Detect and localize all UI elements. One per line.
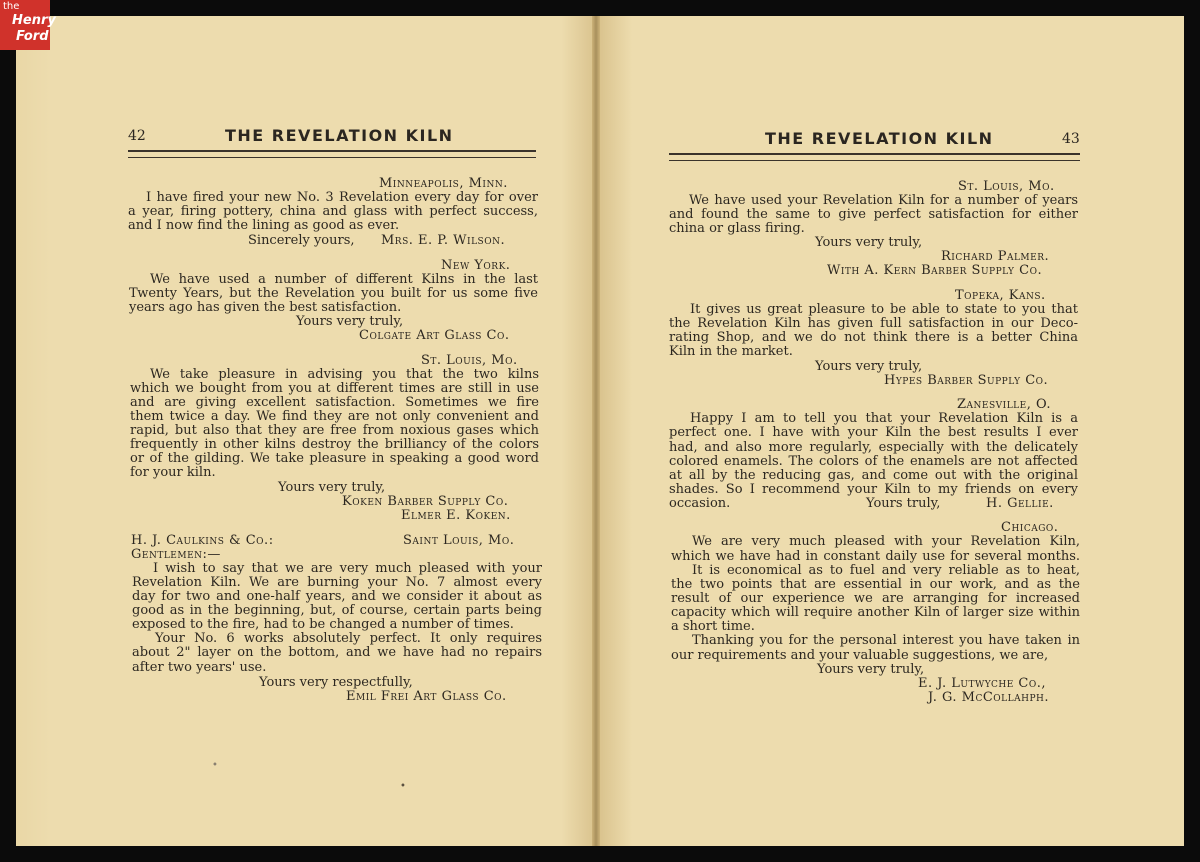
r1-signer-company: With A. Kern Barber Supply Co. <box>827 263 1043 278</box>
l3-line: or of the gilding. We take pleasure in speaking a good word <box>130 451 539 466</box>
r4-signer-name: J. G. McCollahph. <box>928 690 1050 705</box>
r2-line: Kiln in the market. <box>669 344 793 359</box>
r3-signer: H. Gellie. <box>986 496 1054 511</box>
book-spine <box>592 16 600 846</box>
r2-line: It gives us great pleasure to be able to state to you that <box>690 302 1078 317</box>
r2-signer: Hypes Barber Supply Co. <box>884 373 1049 388</box>
l2-closing: Yours very truly, <box>296 314 404 329</box>
running-head-right: THE REVELATION KILN <box>765 129 994 148</box>
l3-line: for your kiln. <box>130 465 216 480</box>
page-speck: • <box>400 781 406 792</box>
l1-signer: Mrs. E. P. Wilson. <box>381 233 506 248</box>
l4-salutation: Gentlemen:— <box>131 547 221 562</box>
page-speck: • <box>212 760 218 771</box>
l3-line: and are giving excellent satisfaction. Sometimes we fire <box>130 395 539 410</box>
l4-closing: Yours very respectfully, <box>259 675 413 690</box>
l1-line: and I now find the lining as good as ever. <box>128 218 400 233</box>
l4-line: Revelation Kiln. We are burning your No. 7 almost every <box>132 575 542 590</box>
r4-signer-company: E. J. Lutwyche Co., <box>918 676 1047 691</box>
r1-signer-name: Richard Palmer. <box>941 249 1050 264</box>
logo-henry: Henry <box>12 13 56 28</box>
l1-place: Minneapolis, Minn. <box>379 176 508 191</box>
l2-line: Twenty Years, but the Revelation you built for us some five <box>129 286 538 301</box>
r1-place: St. Louis, Mo. <box>958 179 1055 194</box>
l4-line: I wish to say that we are very much pleased with your <box>153 561 542 576</box>
r4-line: It is economical as to fuel and very reliable as to heat, <box>692 563 1080 578</box>
l3-line: them twice a day. We find they are not only convenient and <box>130 409 539 424</box>
r2-closing: Yours very truly, <box>815 359 923 374</box>
r3-line: perfect one. I have with your Kiln the best results I ever <box>669 425 1078 440</box>
r1-line: china or glass firing. <box>669 221 805 236</box>
r1-line: We have used your Revelation Kiln for a number of years <box>689 193 1078 208</box>
l4-line: after two years' use. <box>132 660 267 675</box>
r3-line: at all by the reducing gas, and come out with the original <box>669 468 1078 483</box>
l4-line: day for two and one-half years, and we consider it about as <box>132 589 542 604</box>
r4-line: We are very much pleased with your Revelation Kiln, <box>692 534 1080 549</box>
l4-line: Your No. 6 works absolutely perfect. It only requires <box>155 631 542 646</box>
l2-line: We have used a number of different Kilns in the last <box>150 272 538 287</box>
r4-line: our requirements and your valuable suggestions, we are, <box>671 648 1049 663</box>
r3-last-line: occasion. <box>669 496 731 511</box>
r4-place: Chicago. <box>1001 520 1059 535</box>
l3-line: which we bought from you at different times are still in use <box>130 381 539 396</box>
r4-line: the two points that are essential in our work, and as the <box>671 577 1080 592</box>
l3-line: frequently in other kilns destroy the brilliancy of the colors <box>130 437 539 452</box>
r4-line: a short time. <box>671 619 755 634</box>
l3-closing: Yours very truly, <box>278 480 386 495</box>
l1-line: a year, firing pottery, china and glass with perfect success, <box>128 204 538 219</box>
l1-closing: Sincerely yours, <box>248 233 355 248</box>
r1-line: and found the same to give perfect satisfaction for either <box>669 207 1078 222</box>
l2-line: years ago has given the best satisfaction. <box>129 300 402 315</box>
r4-closing: Yours very truly, <box>817 662 925 677</box>
r4-line: capacity which will require another Kiln of larger size within <box>671 605 1080 620</box>
l4-place: Saint Louis, Mo. <box>403 533 515 548</box>
r4-line: which we have had in constant daily use for several months. <box>671 549 1080 564</box>
l2-place: New York. <box>441 258 511 273</box>
r3-line: shades. So I recommend your Kiln to my friends on every <box>669 482 1078 497</box>
l4-line: about 2" layer on the bottom, and we have had no repairs <box>132 645 542 660</box>
r3-line: colored enamels. The colors of the enamels are not affected <box>669 454 1078 469</box>
l4-addressee: H. J. Caulkins & Co.: <box>131 533 274 548</box>
l3-line: rapid, but also that they are free from noxious gases which <box>130 423 539 438</box>
running-head-left: THE REVELATION KILN <box>225 126 454 145</box>
logo-ford: Ford <box>16 29 49 44</box>
r3-line: had, and also more regularly, especially with the delicately <box>669 440 1078 455</box>
r4-line: Thanking you for the personal interest you have taken in <box>692 633 1080 648</box>
header-rule-right <box>669 153 1080 161</box>
logo-the: the <box>3 1 20 12</box>
page-number-left: 42 <box>128 128 146 144</box>
header-rule-left <box>128 150 536 158</box>
l1-line: I have fired your new No. 3 Revelation every day for over <box>146 190 538 205</box>
l2-signer: Colgate Art Glass Co. <box>359 328 510 343</box>
l4-signer: Emil Frei Art Glass Co. <box>346 689 507 704</box>
l4-line: good as in the beginning, but, of course, certain parts being <box>132 603 542 618</box>
r3-closing: Yours truly, <box>866 496 941 511</box>
r1-closing: Yours very truly, <box>815 235 923 250</box>
l4-line: exposed to the fire, had to be changed a number of times. <box>132 617 514 632</box>
r3-line: Happy I am to tell you that your Revelation Kiln is a <box>690 411 1078 426</box>
r4-line: result of our experience we are arranging for increased <box>671 591 1080 606</box>
r3-place: Zanesville, O. <box>957 397 1052 412</box>
l3-signer-company: Koken Barber Supply Co. <box>342 494 509 509</box>
l3-signer-name: Elmer E. Koken. <box>401 508 511 523</box>
henry-ford-logo <box>0 0 56 50</box>
l3-place: St. Louis, Mo. <box>421 353 518 368</box>
r2-line: rating Shop, and we do not think there is a better China <box>669 330 1078 345</box>
r2-line: the Revelation Kiln has given full satisfaction in our Deco- <box>669 316 1078 331</box>
r2-place: Topeka, Kans. <box>955 288 1046 303</box>
page-number-right: 43 <box>1062 131 1080 147</box>
l3-line: We take pleasure in advising you that the two kilns <box>150 367 539 382</box>
